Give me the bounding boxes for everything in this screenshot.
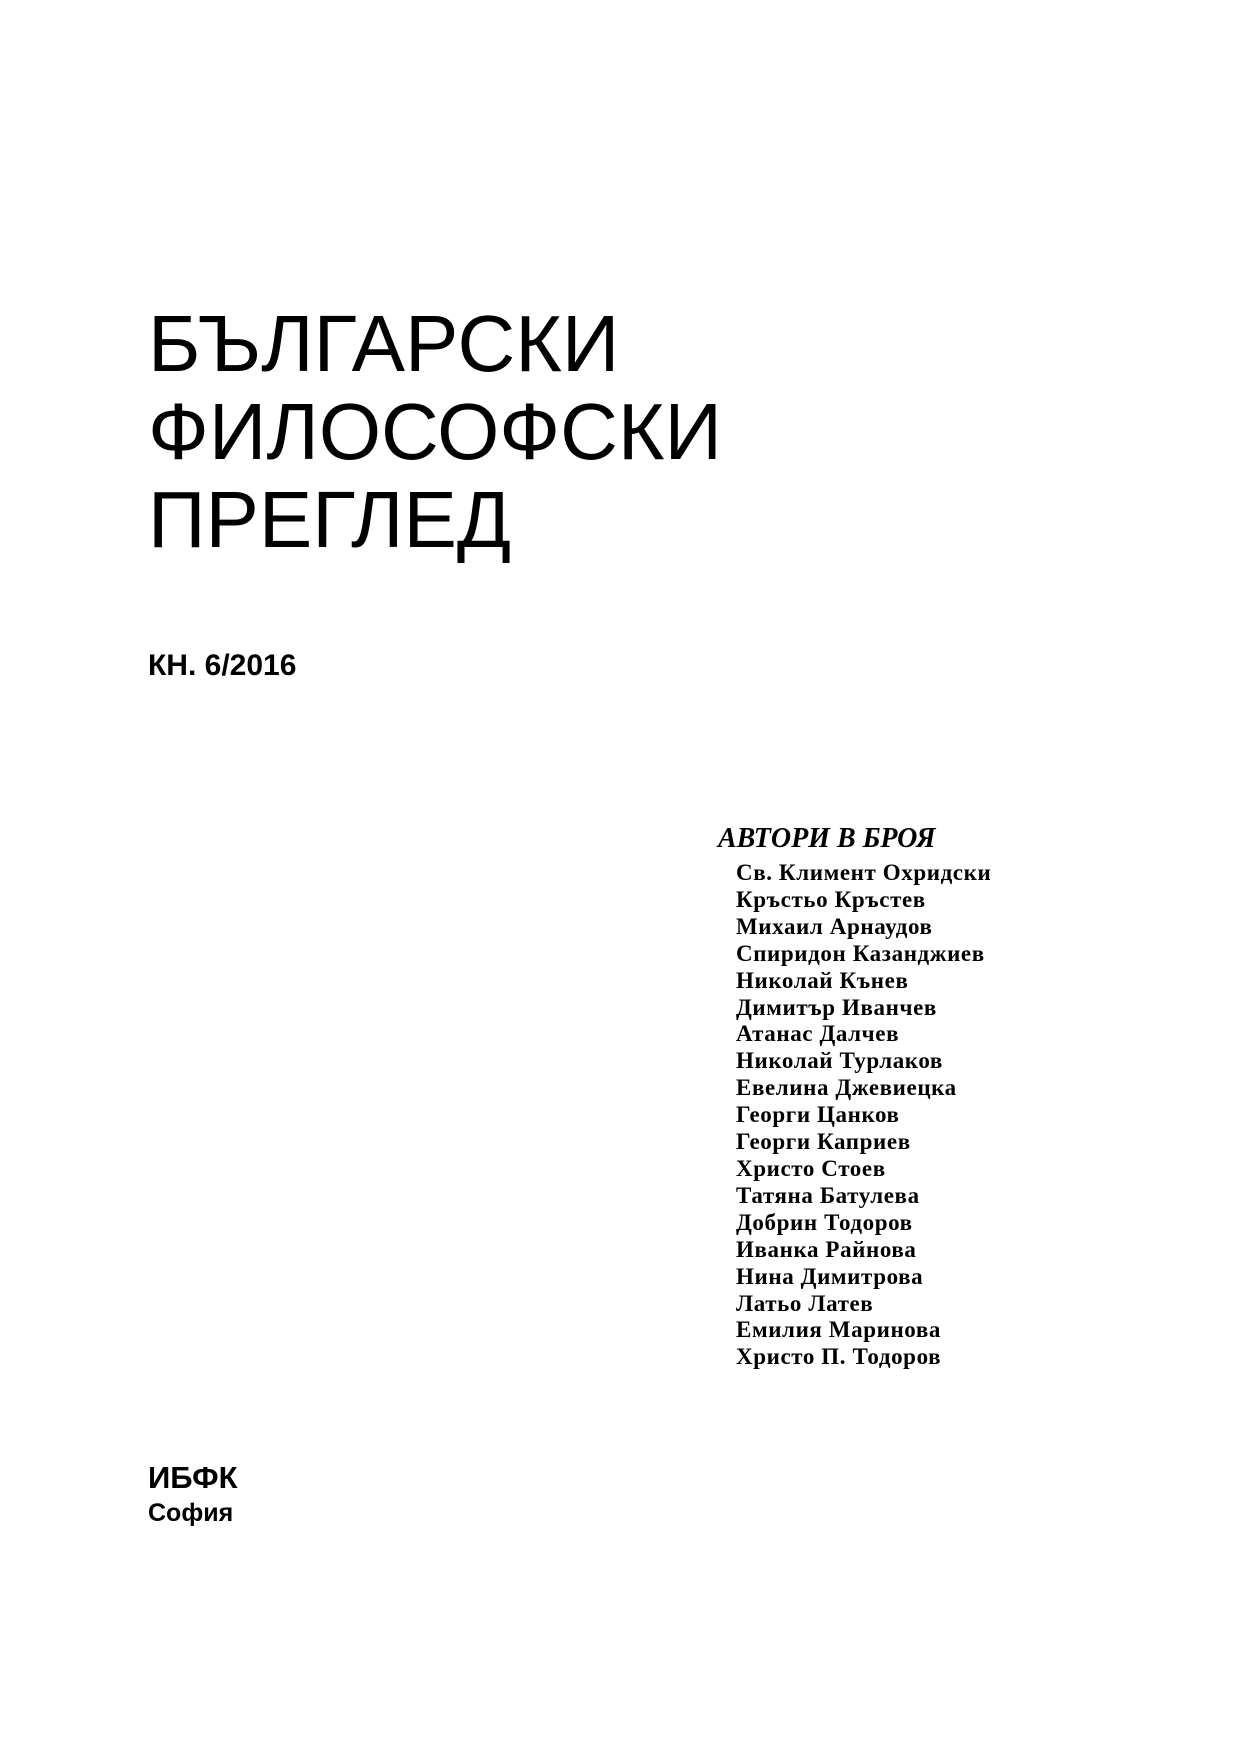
author-name: Иванка Райнова bbox=[736, 1236, 917, 1262]
author-name: Николай Кънев bbox=[736, 967, 909, 993]
author-name: Спиридон Казанджиев bbox=[736, 940, 985, 966]
journal-title bbox=[148, 300, 722, 564]
journal-title-line-3: ПРЕГЛЕД bbox=[148, 475, 512, 564]
author-name: Татяна Батулева bbox=[736, 1182, 920, 1208]
author-name: Добрин Тодоров bbox=[736, 1209, 913, 1235]
author-name: Димитър Иванчев bbox=[736, 994, 937, 1020]
authors-heading: АВТОРИ В БРОЯ bbox=[718, 823, 936, 854]
author-name: Христо Стоев bbox=[736, 1155, 886, 1181]
author-name: Михаил Арнаудов bbox=[736, 913, 933, 939]
author-name: Нина Димитрова bbox=[736, 1263, 924, 1289]
author-name: Кръстьо Кръстев bbox=[736, 886, 926, 912]
author-name: Атанас Далчев bbox=[736, 1021, 900, 1047]
author-name: Емилия Маринова bbox=[736, 1317, 941, 1343]
journal-title-line-2: ФИЛОСОФСКИ bbox=[148, 387, 722, 476]
author-name: Христо П. Тодоров bbox=[736, 1344, 942, 1370]
journal-title-line-1: БЪЛГАРСКИ bbox=[148, 299, 620, 388]
author-name: Николай Турлаков bbox=[736, 1048, 943, 1074]
publisher-name: ИБФК bbox=[148, 1460, 238, 1495]
publisher-block bbox=[148, 1460, 238, 1530]
authors-list bbox=[718, 860, 991, 1371]
authors-section bbox=[718, 822, 991, 1371]
author-name: Георги Цанков bbox=[736, 1102, 900, 1128]
author-name: Георги Каприев bbox=[736, 1129, 911, 1155]
publisher-city: София bbox=[148, 1499, 234, 1527]
issue-number: КН. 6/2016 bbox=[148, 649, 297, 682]
author-name: Латьо Латев bbox=[736, 1290, 874, 1316]
author-name: Евелина Джевиецка bbox=[736, 1075, 957, 1101]
author-name: Св. Климент Охридски bbox=[736, 860, 992, 885]
